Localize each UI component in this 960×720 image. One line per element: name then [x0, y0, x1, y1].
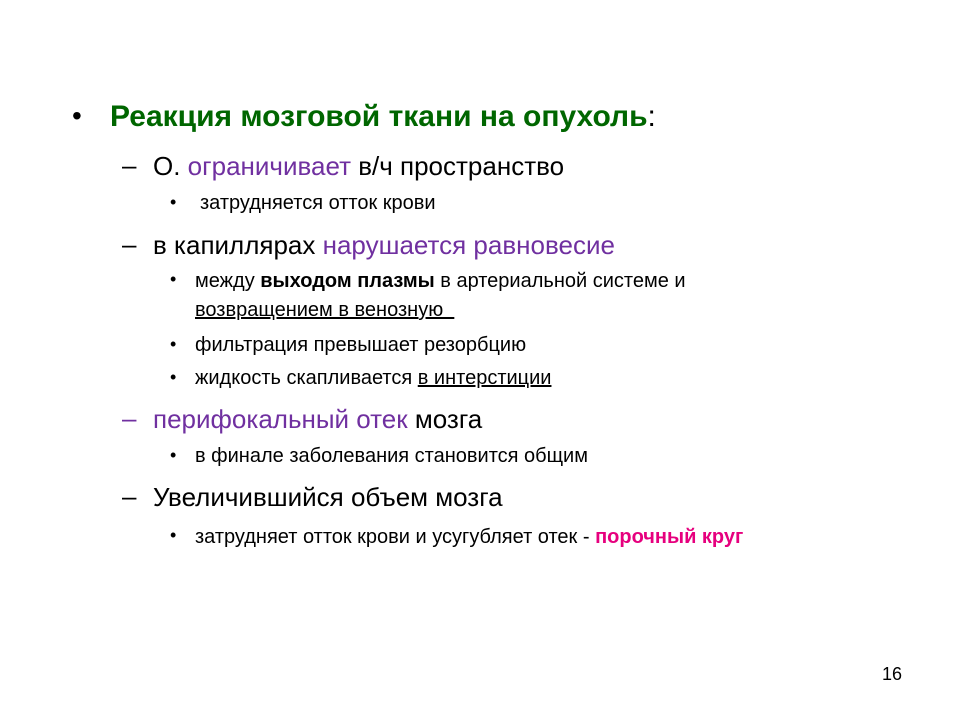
subitem-text: мозга	[407, 404, 483, 434]
page-number: 16	[882, 664, 903, 684]
emphasis-text: порочный круг	[595, 526, 744, 548]
bullet-marker: •	[170, 445, 177, 465]
detail-text: в финале заболевания становится общим	[195, 445, 588, 467]
detail-text: жидкость скапливается	[195, 367, 418, 389]
underlined-text: возвращением в венозную	[195, 299, 455, 321]
dash-marker: –	[122, 229, 137, 259]
detail-text: затрудняет отток крови и усугубляет отек -	[195, 526, 596, 548]
highlight-text: перифокальный отек	[153, 404, 408, 434]
detail-filtration	[195, 334, 526, 357]
dash-marker: –	[122, 150, 137, 180]
bullet-marker: •	[72, 100, 82, 131]
highlight-text: нарушается равновесие	[322, 230, 615, 260]
bullet-marker: •	[170, 525, 177, 545]
bullet-marker: •	[170, 367, 177, 387]
subitem-text: Увеличившийся объем мозга	[153, 482, 503, 512]
main-heading-colon: :	[647, 100, 656, 133]
bullet-marker: •	[170, 269, 177, 289]
main-heading	[110, 100, 656, 134]
detail-text: фильтрация превышает резорбцию	[195, 334, 527, 356]
bold-text: выходом плазмы	[260, 270, 435, 292]
bullet-marker: •	[170, 192, 177, 212]
detail-fluid-accumulation	[195, 367, 551, 390]
subitem-capillaries	[153, 230, 615, 261]
detail-becomes-general	[195, 445, 588, 468]
underlined-text: в интерстиции	[417, 367, 552, 389]
detail-text: между	[195, 270, 261, 292]
subitem-increased-volume	[153, 482, 503, 513]
dash-marker: –	[122, 403, 137, 433]
detail-blood-outflow	[200, 192, 436, 215]
subitem-text: в/ч пространство	[350, 151, 565, 181]
highlight-text: ограничивает	[187, 151, 351, 181]
detail-vicious-circle	[195, 526, 743, 549]
subitem-limits-space	[153, 151, 564, 182]
detail-text: затрудняется отток крови	[200, 192, 436, 214]
bullet-marker: •	[170, 334, 177, 354]
dash-marker: –	[122, 481, 137, 511]
main-heading-text: Реакция мозговой ткани на опухоль	[110, 100, 648, 133]
subitem-text: О.	[153, 151, 188, 181]
detail-plasma-return	[195, 299, 454, 322]
subitem-perifocal-edema	[153, 404, 482, 435]
detail-plasma-exit	[195, 270, 686, 293]
detail-text: в артериальной системе и	[434, 270, 686, 292]
subitem-text: в капиллярах	[153, 230, 323, 260]
